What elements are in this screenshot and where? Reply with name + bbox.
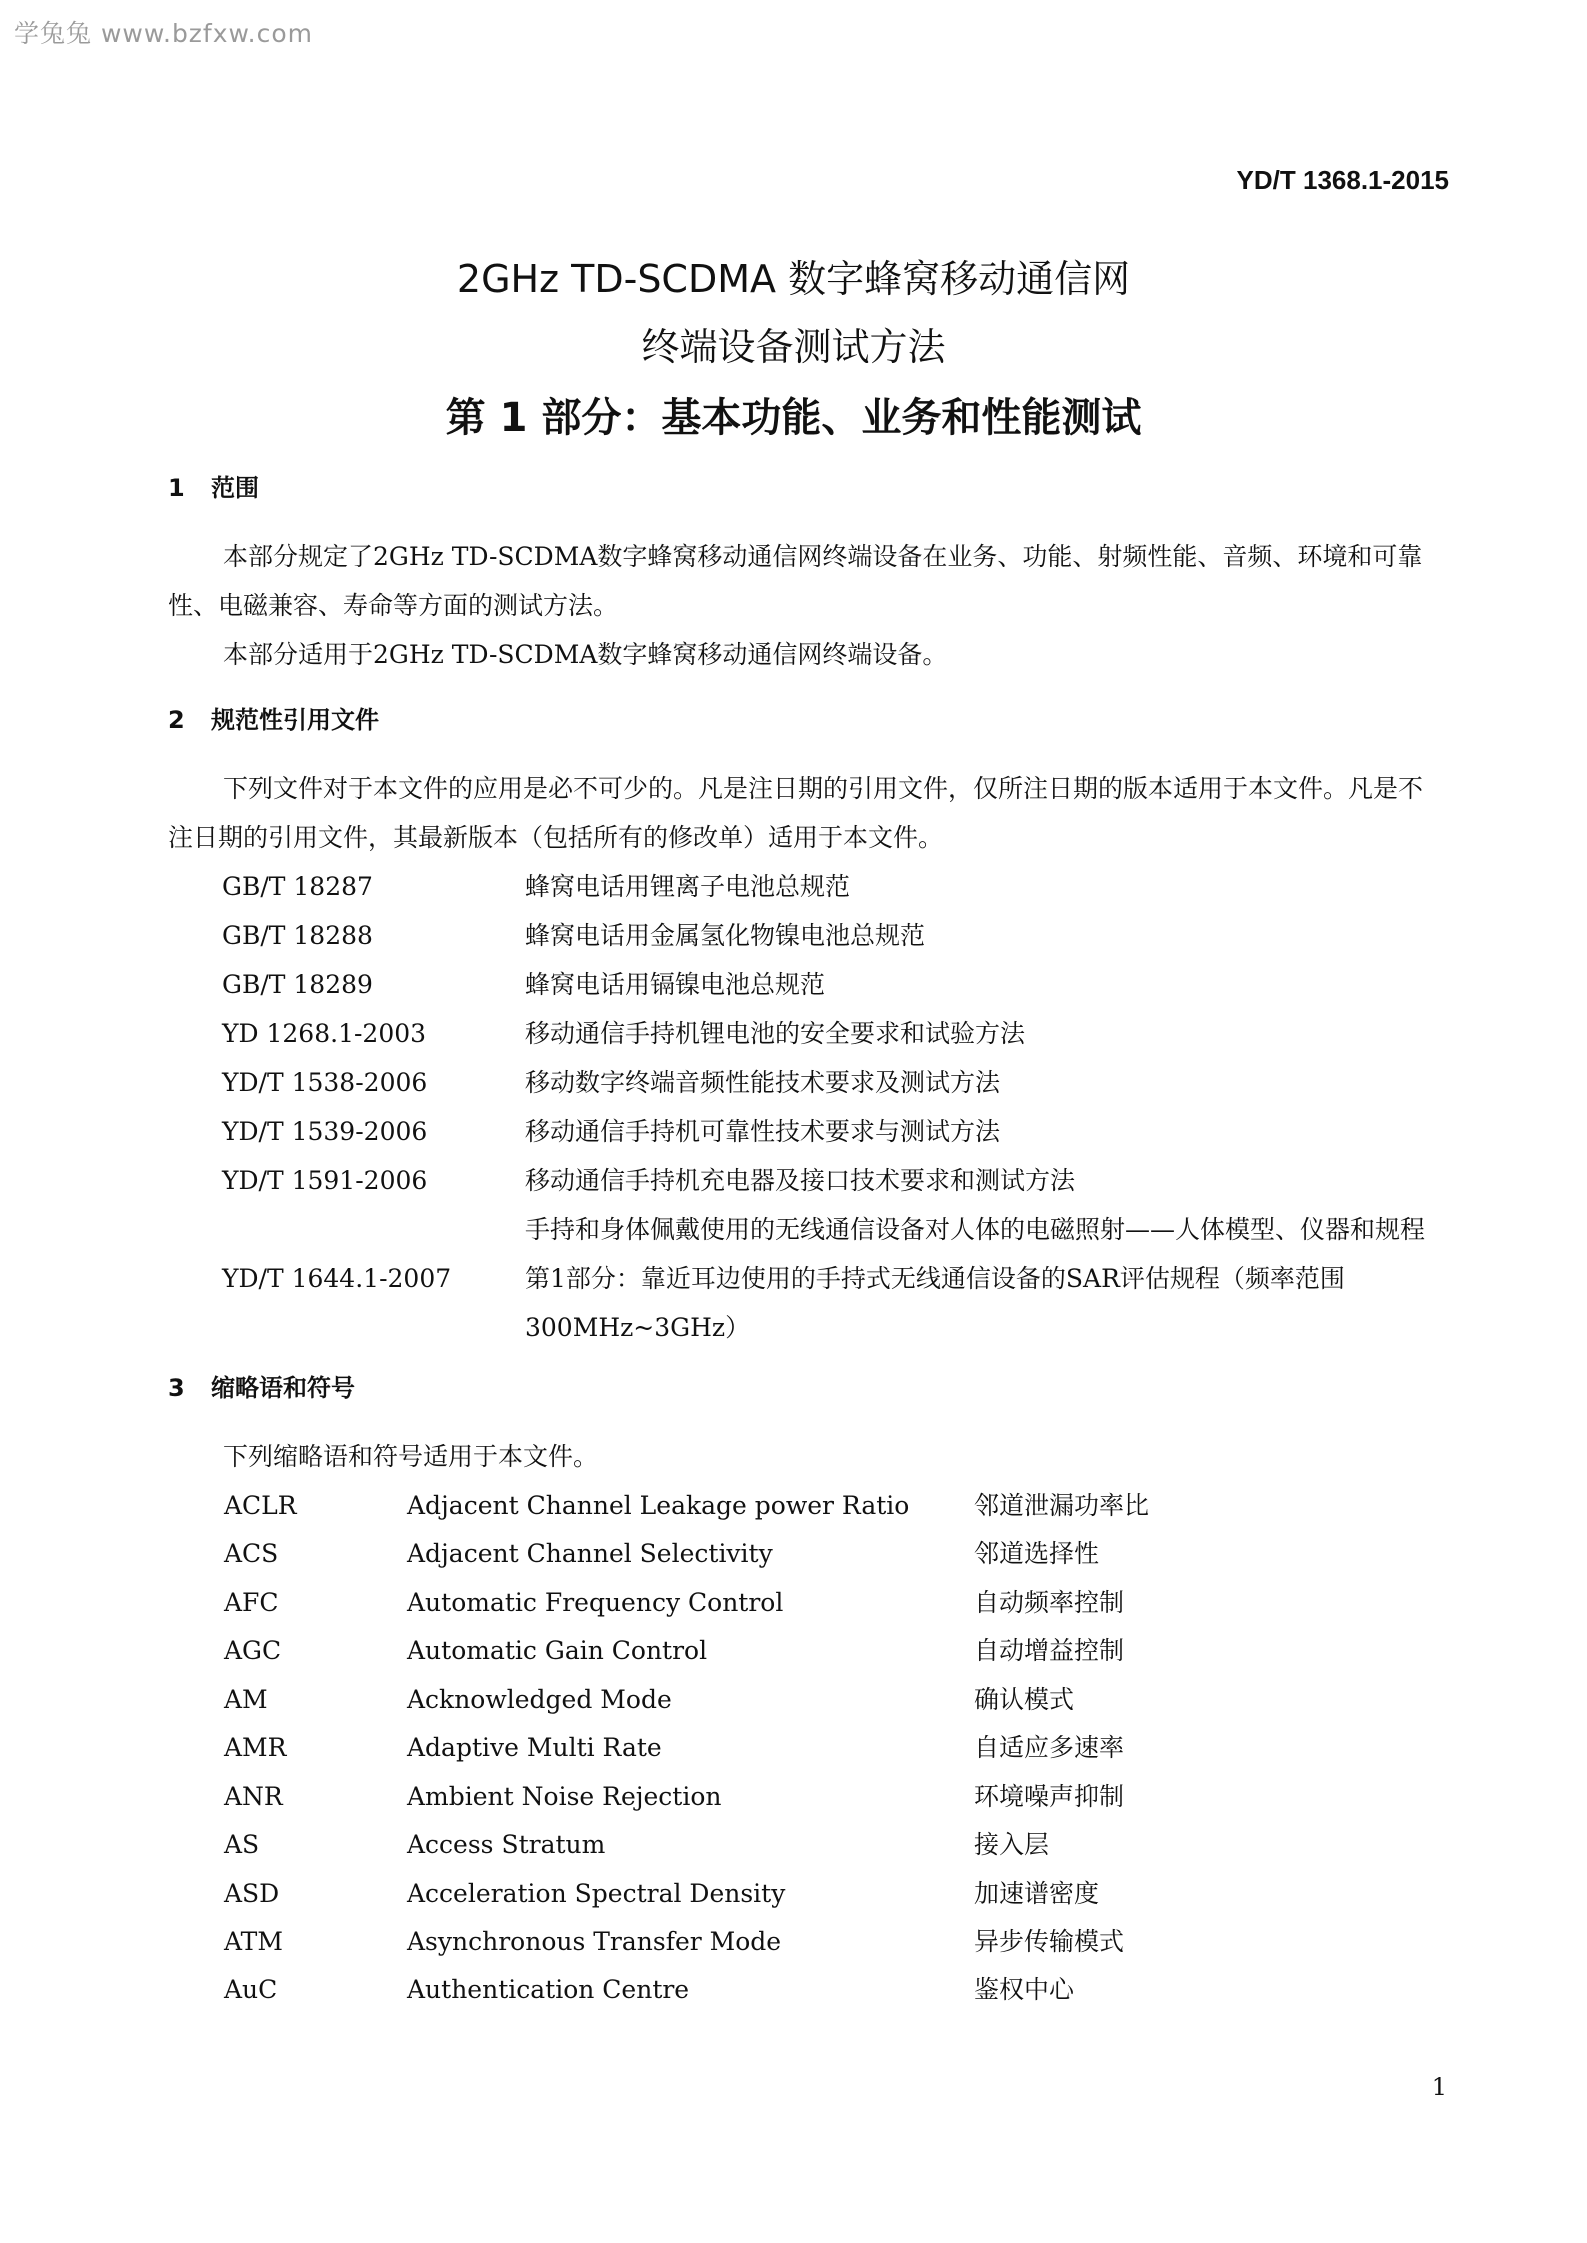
- section-number: 2: [168, 706, 185, 734]
- watermark-text: 学兔兔 www.bzfxw.com: [14, 19, 314, 48]
- chinese-term: 自适应多速率: [974, 1733, 1125, 1762]
- reference-code: GB/T 18287: [222, 872, 373, 901]
- abbreviation: AMR: [224, 1733, 287, 1762]
- section-number: 3: [168, 1374, 185, 1402]
- section-title: 规范性引用文件: [211, 706, 379, 734]
- abbreviation: AS: [224, 1830, 260, 1859]
- reference-code: YD/T 1644.1-2007: [222, 1264, 452, 1293]
- abbreviation: ACS: [224, 1539, 279, 1568]
- abbreviation: AFC: [224, 1588, 279, 1617]
- abbreviation: ATM: [224, 1927, 283, 1956]
- title-line-3: 第 1 部分：基本功能、业务和性能测试: [445, 395, 1142, 441]
- scope-paragraph-1: 本部分规定了2GHz TD-SCDMA数字蜂窝移动通信网终端设备在业务、功能、射频性能、音频、环境和可靠性、电磁兼容、寿命等方面的测试方法。: [168, 542, 1423, 620]
- standard-code: YD/T 1368.1-2015: [1236, 165, 1449, 195]
- chinese-term: 环境噪声抑制: [974, 1782, 1125, 1811]
- scope-paragraph-2: 本部分适用于2GHz TD-SCDMA数字蜂窝移动通信网终端设备。: [223, 640, 948, 669]
- chinese-term: 加速谱密度: [974, 1879, 1100, 1908]
- chinese-term: 邻道泄漏功率比: [974, 1491, 1150, 1520]
- abbreviation: ASD: [224, 1879, 280, 1908]
- chinese-term: 邻道选择性: [974, 1539, 1100, 1568]
- section-heading-normative-references: [168, 700, 379, 735]
- chinese-term: 接入层: [974, 1830, 1050, 1859]
- chinese-term: 自动增益控制: [974, 1636, 1125, 1665]
- title-line-1: 2GHz TD-SCDMA 数字蜂窝移动通信网: [456, 257, 1131, 301]
- abbreviation: ACLR: [224, 1491, 297, 1520]
- abbreviation: AGC: [224, 1636, 282, 1665]
- chinese-term: 确认模式: [974, 1685, 1075, 1714]
- abbreviations-intro: 下列缩略语和符号适用于本文件。: [223, 1442, 599, 1471]
- english-term: Automatic Gain Control: [407, 1636, 708, 1665]
- section-heading-abbreviations: [168, 1368, 355, 1403]
- english-term: Adaptive Multi Rate: [407, 1733, 662, 1762]
- chinese-term: 异步传输模式: [974, 1927, 1125, 1956]
- reference-title: 蜂窝电话用镉镍电池总规范: [525, 970, 826, 999]
- reference-code: YD 1268.1-2003: [222, 1019, 427, 1048]
- abbreviation: ANR: [224, 1782, 283, 1811]
- reference-code: YD/T 1591-2006: [222, 1166, 428, 1195]
- section-title: 缩略语和符号: [211, 1374, 355, 1402]
- english-term: Acceleration Spectral Density: [407, 1879, 786, 1908]
- english-term: Asynchronous Transfer Mode: [407, 1927, 782, 1956]
- reference-title: 移动数字终端音频性能技术要求及测试方法: [525, 1068, 1001, 1097]
- reference-title: 蜂窝电话用锂离子电池总规范: [525, 872, 851, 901]
- chinese-term: 鉴权中心: [974, 1975, 1075, 2004]
- reference-code: YD/T 1538-2006: [222, 1068, 428, 1097]
- english-term: Automatic Frequency Control: [407, 1588, 784, 1617]
- reference-code: GB/T 18289: [222, 970, 373, 999]
- english-term: Adjacent Channel Selectivity: [407, 1539, 773, 1568]
- page-number: 1: [1431, 2073, 1447, 2101]
- english-term: Access Stratum: [407, 1830, 606, 1859]
- reference-code: GB/T 18288: [222, 921, 373, 950]
- reference-title: 移动通信手持机充电器及接口技术要求和测试方法: [525, 1166, 1076, 1195]
- english-term: Acknowledged Mode: [407, 1685, 672, 1714]
- abbreviation: AM: [224, 1685, 268, 1714]
- reference-title: 手持和身体佩戴使用的无线通信设备对人体的电磁照射——人体模型、仪器和规程 第1部分：靠近耳边使用的手持式无线通信设备的SAR评估规程（频率范围300MHz~3GHz）: [525, 1215, 1426, 1342]
- reference-title: 移动通信手持机锂电池的安全要求和试验方法: [525, 1019, 1026, 1048]
- chinese-term: 自动频率控制: [974, 1588, 1125, 1617]
- section-number: 1: [168, 474, 185, 502]
- reference-title: 移动通信手持机可靠性技术要求与测试方法: [525, 1117, 1001, 1146]
- section-title: 范围: [211, 474, 259, 502]
- section-heading-scope: [168, 468, 259, 503]
- english-term: Adjacent Channel Leakage power Ratio: [407, 1491, 910, 1520]
- title-line-2: 终端设备测试方法: [641, 325, 946, 369]
- abbreviation: AuC: [224, 1975, 278, 2004]
- english-term: Ambient Noise Rejection: [407, 1782, 722, 1811]
- references-intro: 下列文件对于本文件的应用是必不可少的。凡是注日期的引用文件，仅所注日期的版本适用于本文件。凡是不注日期的引用文件，其最新版本（包括所有的修改单）适用于本文件。: [168, 774, 1424, 852]
- reference-title: 蜂窝电话用金属氢化物镍电池总规范: [525, 921, 926, 950]
- english-term: Authentication Centre: [407, 1975, 690, 2004]
- reference-code: YD/T 1539-2006: [222, 1117, 428, 1146]
